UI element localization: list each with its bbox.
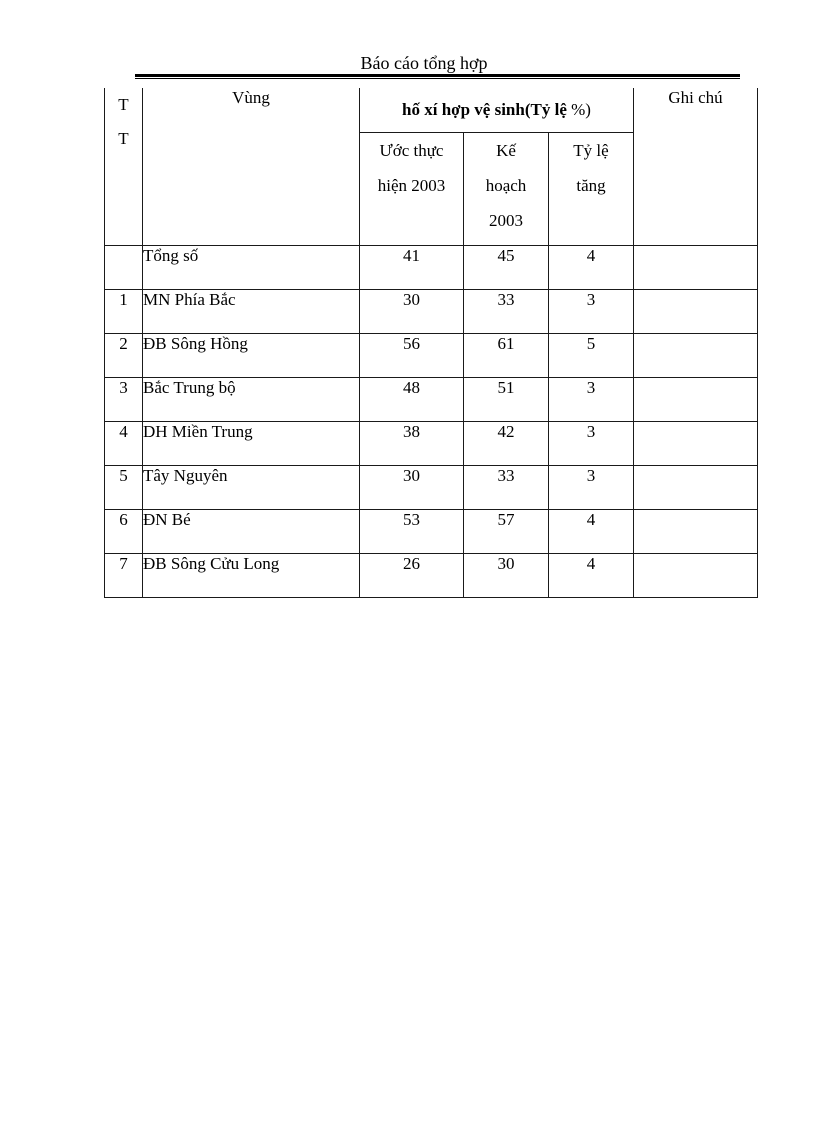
row-region: Tây Nguyên xyxy=(143,466,360,510)
row-uoc-thuc-hien: 30 xyxy=(360,466,464,510)
col-header-ke-line3: 2003 xyxy=(489,211,523,230)
row-uoc-thuc-hien: 41 xyxy=(360,246,464,290)
table-row xyxy=(105,378,758,422)
col-header-tt-line1: T xyxy=(118,95,129,114)
col-header-ke-line1: Kế xyxy=(496,141,516,160)
table-row xyxy=(105,554,758,598)
table-header-row xyxy=(105,88,758,133)
col-header-uoc-thuc-hien xyxy=(360,133,464,246)
row-ty-le-tang: 3 xyxy=(549,290,634,334)
row-ghi-chu xyxy=(634,334,758,378)
table-row xyxy=(105,422,758,466)
col-header-group xyxy=(360,88,634,133)
col-header-vung: Vùng xyxy=(143,88,360,246)
row-uoc-thuc-hien: 38 xyxy=(360,422,464,466)
col-header-tang-line2: tăng xyxy=(576,176,606,195)
col-header-uoc-line2: hiện 2003 xyxy=(377,176,446,195)
row-ty-le-tang: 3 xyxy=(549,422,634,466)
row-stt: 5 xyxy=(105,466,143,510)
col-header-tang-line1: Tỷ lệ xyxy=(573,141,609,160)
col-header-ke-line2: hoạch xyxy=(485,176,527,195)
row-ke-hoach: 45 xyxy=(464,246,549,290)
row-uoc-thuc-hien: 48 xyxy=(360,378,464,422)
table-row xyxy=(105,334,758,378)
row-ke-hoach: 30 xyxy=(464,554,549,598)
row-region: ĐN Bé xyxy=(143,510,360,554)
row-ke-hoach: 61 xyxy=(464,334,549,378)
row-ke-hoach: 33 xyxy=(464,466,549,510)
row-region: DH Miền Trung xyxy=(143,422,360,466)
col-header-ke-hoach xyxy=(464,133,549,246)
row-region: MN Phía Bắc xyxy=(143,290,360,334)
row-uoc-thuc-hien: 30 xyxy=(360,290,464,334)
row-ke-hoach: 42 xyxy=(464,422,549,466)
row-region: ĐB Sông Hồng xyxy=(143,334,360,378)
row-region: Bắc Trung bộ xyxy=(143,378,360,422)
row-ghi-chu xyxy=(634,422,758,466)
row-ke-hoach: 57 xyxy=(464,510,549,554)
col-header-tt xyxy=(105,88,143,246)
row-stt xyxy=(105,246,143,290)
row-ty-le-tang: 5 xyxy=(549,334,634,378)
row-ty-le-tang: 4 xyxy=(549,554,634,598)
col-header-group-bold: hố xí hợp vệ sinh(Tỷ lệ xyxy=(402,100,567,119)
row-stt: 4 xyxy=(105,422,143,466)
row-uoc-thuc-hien: 56 xyxy=(360,334,464,378)
row-ke-hoach: 33 xyxy=(464,290,549,334)
row-uoc-thuc-hien: 26 xyxy=(360,554,464,598)
row-ty-le-tang: 3 xyxy=(549,466,634,510)
summary-table xyxy=(104,88,758,598)
row-ke-hoach: 51 xyxy=(464,378,549,422)
row-region: ĐB Sông Cửu Long xyxy=(143,554,360,598)
row-ghi-chu xyxy=(634,554,758,598)
row-ghi-chu xyxy=(634,290,758,334)
col-header-group-tail: %) xyxy=(566,100,591,119)
page-header-title: Báo cáo tổng hợp xyxy=(360,53,488,73)
row-ghi-chu xyxy=(634,246,758,290)
row-ty-le-tang: 3 xyxy=(549,378,634,422)
row-stt: 1 xyxy=(105,290,143,334)
row-ty-le-tang: 4 xyxy=(549,246,634,290)
row-stt: 3 xyxy=(105,378,143,422)
row-ghi-chu xyxy=(634,510,758,554)
header-rule-thin xyxy=(135,78,740,79)
row-stt: 2 xyxy=(105,334,143,378)
col-header-uoc-line1: Ước thực xyxy=(379,141,444,160)
table-row xyxy=(105,246,758,290)
row-stt: 6 xyxy=(105,510,143,554)
row-uoc-thuc-hien: 53 xyxy=(360,510,464,554)
table-row xyxy=(105,510,758,554)
col-header-tt-line2: T xyxy=(118,129,129,148)
row-ghi-chu xyxy=(634,378,758,422)
table-row xyxy=(105,290,758,334)
row-ty-le-tang: 4 xyxy=(549,510,634,554)
row-stt: 7 xyxy=(105,554,143,598)
header-rule-thick xyxy=(135,74,740,77)
col-header-ghichu: Ghi chú xyxy=(634,88,758,246)
col-header-ty-le-tang xyxy=(549,133,634,246)
table-row xyxy=(105,466,758,510)
row-region: Tổng số xyxy=(143,246,360,290)
row-ghi-chu xyxy=(634,466,758,510)
